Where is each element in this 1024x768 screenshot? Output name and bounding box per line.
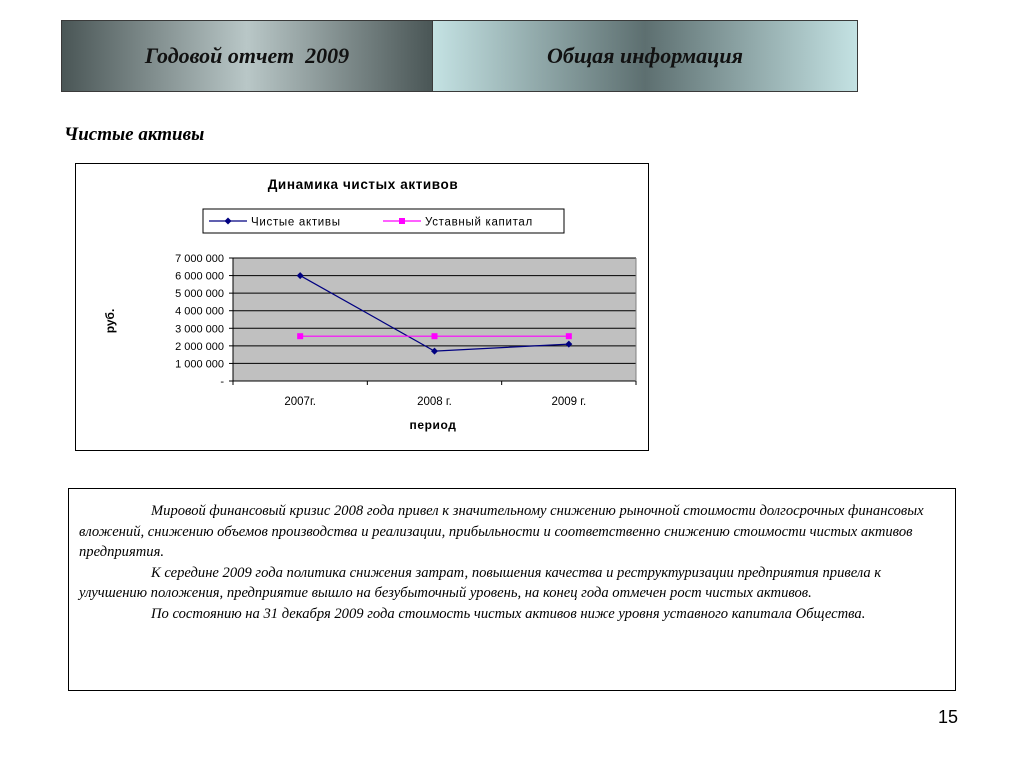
header-left-panel (62, 21, 433, 91)
y-axis-label: руб. (103, 308, 117, 334)
y-tick-label-6: 6 000 000 (175, 270, 224, 283)
x-tick-label-1: 2008 г. (417, 396, 452, 408)
x-tick-label-2: 2009 г. (551, 396, 587, 408)
commentary-box (68, 488, 956, 691)
chart-title: Динамика чистых активов (267, 177, 459, 192)
series-1-point-0 (297, 333, 303, 339)
y-tick-label-4: 4 000 000 (175, 305, 224, 318)
y-tick-label-3: 3 000 000 (175, 323, 224, 336)
y-tick-label-1: 1 000 000 (175, 358, 224, 371)
y-tick-label-2: 2 000 000 (175, 340, 224, 353)
net-assets-title: Чистые активы (64, 124, 205, 145)
x-axis-label: период (409, 418, 457, 432)
annual-report-title: Годовой отчет 2009 (144, 43, 350, 68)
page-number: 15 (938, 707, 959, 727)
commentary-paragraph-2: К середине 2009 года политика снижения затрат, повышения качества и реструктуризации предприятия привела к улучшению положения, предприятие вышло на безубыточный уровень, на конец года отмечен рост чистых активов. (79, 564, 882, 601)
section-heading: Общая информация (546, 43, 743, 68)
series-1-point-2 (566, 333, 572, 339)
chart-canvas (76, 164, 650, 452)
header-right-panel (433, 21, 857, 91)
y-tick-label-7: 7 000 000 (175, 253, 224, 265)
legend-marker-1 (399, 218, 405, 224)
series-1-point-1 (432, 333, 438, 339)
y-tick-label-5: 5 000 000 (175, 288, 224, 301)
commentary-paragraph-3: По состоянию на 31 декабря 2009 года стоимость чистых активов ниже уровня уставного капитала Общества. (151, 605, 866, 622)
legend-label-1: Уставный капитал (425, 216, 533, 229)
x-tick-label-0: 2007г. (284, 396, 316, 408)
legend-label-0: Чистые активы (251, 216, 341, 229)
y-tick-label-0: - (220, 376, 224, 388)
net-assets-chart (75, 163, 649, 451)
header-banner (61, 20, 858, 92)
plot-area (233, 258, 636, 381)
commentary-paragraph-1: Мировой финансовый кризис 2008 года привел к значительному снижению рыночной стоимости долгосрочных финансовых вложений, снижению объемов производства и реализации, прибыльности и соответственно снижению стоимости чистых активов предприятия. (79, 503, 924, 560)
